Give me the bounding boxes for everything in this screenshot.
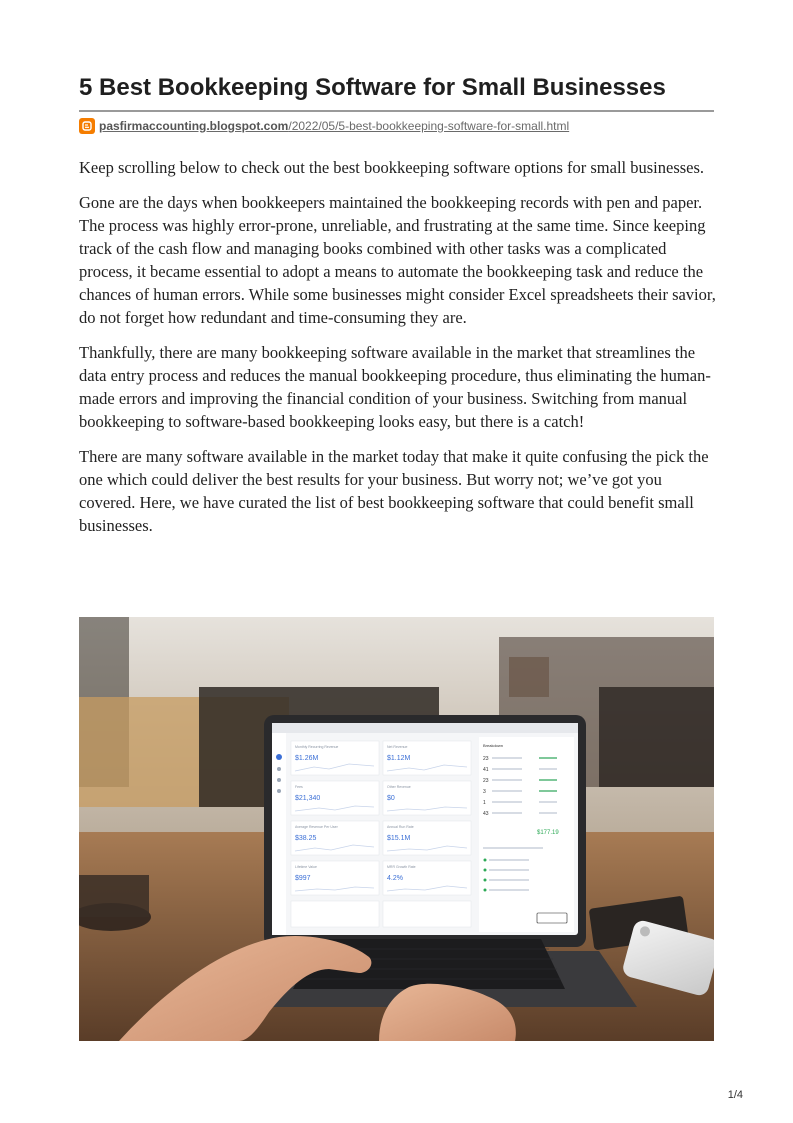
source-domain: pasfirmaccounting.blogspot.com <box>99 119 289 133</box>
blogger-b-glyph <box>82 121 92 131</box>
kpi-value-1: $1.12M <box>387 755 411 762</box>
svg-text:Lifetime Value: Lifetime Value <box>295 865 317 869</box>
page-title: 5 Best Bookkeeping Software for Small Businesses <box>79 74 666 101</box>
kpi-value-7: 4.2% <box>387 875 403 882</box>
svg-text:Breakdown: Breakdown <box>483 743 504 748</box>
page-number: 1/4 <box>727 1089 743 1101</box>
kpi-value-0: $1.26M <box>295 755 319 762</box>
list-count-0: 23 <box>483 756 489 762</box>
list-count-5: 43 <box>483 811 489 817</box>
svg-text:Net Revenue: Net Revenue <box>387 745 408 749</box>
list-count-1: 41 <box>483 767 489 773</box>
blogger-icon <box>79 118 95 134</box>
screen-button <box>537 913 567 923</box>
right-dark-furniture <box>599 687 714 787</box>
svg-text:Fees: Fees <box>295 785 303 789</box>
source-line <box>79 117 569 135</box>
kpi-value-5: $15.1M <box>387 835 411 842</box>
svg-text:Monthly Recurring Revenue: Monthly Recurring Revenue <box>295 745 339 749</box>
list-count-3: 3 <box>483 789 486 795</box>
dashboard-right-panel <box>479 737 574 932</box>
kpi-card <box>383 821 471 855</box>
title-divider <box>79 110 714 112</box>
kpi-card <box>291 741 379 775</box>
svg-text:MRR Growth Rate: MRR Growth Rate <box>387 865 416 869</box>
kpi-card <box>291 781 379 815</box>
kpi-card <box>383 741 471 775</box>
paragraph-intro: Keep scrolling below to check out the best bookkeeping software options for small businesses. <box>79 158 705 177</box>
kpi-value-6: $997 <box>295 875 311 882</box>
sidebar-icon <box>276 754 282 760</box>
background-appliance <box>509 657 549 697</box>
kpi-value-3: $0 <box>387 795 395 802</box>
paragraph-selection: There are many software available in the market today that make it quite confusing the pick the one which could deliver the best results for your business. But worry not; we’ve got you covered. Here, we have curated the list of best bookkeeping software that could benefit small businesses. <box>79 447 709 535</box>
kpi-card <box>291 821 379 855</box>
kpi-card <box>291 861 379 895</box>
kpi-card <box>383 861 471 895</box>
svg-text:Other Revenue: Other Revenue <box>387 785 411 789</box>
kpi-card <box>383 781 471 815</box>
article-body <box>79 156 719 549</box>
kpi-value-4: $38.25 <box>295 835 317 842</box>
kpi-value-2: $21,340 <box>295 795 321 802</box>
list-count-4: 1 <box>483 800 486 806</box>
svg-text:Average Revenue Per User: Average Revenue Per User <box>295 825 338 829</box>
highlight-value: $177.19 <box>537 830 559 836</box>
browser-bar <box>272 723 578 733</box>
svg-text:Annual Run Rate: Annual Run Rate <box>387 825 414 829</box>
paragraph-benefits: Thankfully, there are many bookkeeping software available in the market that streamlines the data entry process and reduces the manual bookkeeping procedure, thus eliminating the human-made errors and improving the financial condition of your business. Switching from manual bookkeeping to software-based bookkeeping looks easy, but there is a catch! <box>79 343 711 431</box>
dashboard-sidebar <box>272 733 286 935</box>
source-path: /2022/05/5-best-bookkeeping-software-for-small.html <box>288 119 570 133</box>
laptop-dashboard-photo <box>79 617 714 1041</box>
source-url-link[interactable] <box>99 119 569 133</box>
paragraph-history: Gone are the days when bookkeepers maintained the bookkeeping records with pen and paper. The process was highly error-prone, unreliable, and frustrating at the same time. Since keeping track of the cash flow and managing books combined with other tasks was a complicated process, it became essential to adopt a means to automate the bookkeeping task and reduce the chances of human errors. While some businesses might consider Excel spreadsheets their savior, do not forget how redundant and time-consuming they are. <box>79 193 716 327</box>
list-count-2: 23 <box>483 778 489 784</box>
